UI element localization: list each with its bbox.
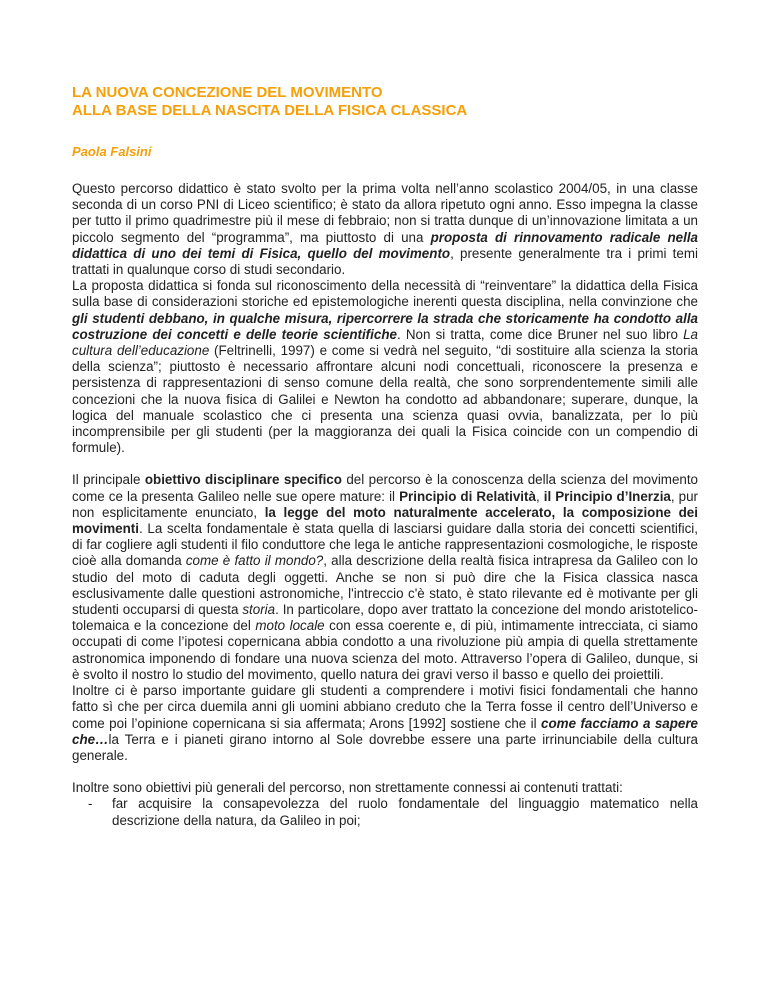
paragraph-arons: Inoltre ci è parso importante guidare gli studenti a comprendere i motivi fisici fondamentali che hanno fatto sì che per circa duemila anni gli uomini abbiano creduto che la Terra fosse il centro dell’Universo e come poi l’opinione copernicana si sia affermata; Arons [1992] sostiene che il come facciamo a sapere che…la Terra e i pianeti girano intorno al Sole dovrebbe essere una parte irrinunciabile della cultura generale. [72, 683, 699, 763]
paragraph-intro: Questo percorso didattico è stato svolto per la prima volta nell’anno scolastico 2004/05, in una classe seconda di un corso PNI di Liceo scientifico; è stato da allora ripetuto ogni anno. Esso impegna la classe per tutto il primo quadrimestre più il mese di febbraio; non si tratta dunque di un’innovazione limitata a un piccolo segmento del “programma”, ma piuttosto di una proposta di rinnovamento radicale nella didattica di uno dei temi di Fisica, quello del movimento, presente generalmente tra i primi temi trattati in qualunque corso di studi secondario. [72, 181, 698, 278]
objectives-list [72, 796, 698, 828]
author-name: Paola Falsini [72, 144, 152, 159]
paragraph-proposal: La proposta didattica si fonda sul riconoscimento della necessità di “reinventare” la didattica della Fisica sulla base di considerazioni storiche ed epistemologiche inerenti questa disciplina, nella convinzione che gli studenti debbano, in qualche misura, ripercorrere la strada che storicamente ha condotto alla costruzione dei concetti e delle teorie scientifiche. Non si tratta, come dice Bruner nel suo libro La cultura dell’educazione (Feltrinelli, 1997) e come si vedrà nel seguito, “di sostituire alla scienza la storia della scienza”; piuttosto è necessario affrontare alcuni nodi concettuali, riconoscere la presenza e persistenza di rappresentazioni di senso comune della realtà, che sono sorprendentemente simili alle concezioni che la nuova fisica di Galilei e Newton ha condotto ad abbandonare; superare, dunque, la logica del manuale scolastico che ci presenta una scienza quasi ovvia, banalizzata, per lo più incomprensibile per gli studenti (per la maggioranza dei quali la Fisica coincide con un compendio di formule). [72, 278, 699, 456]
paragraph-general-objectives: Inoltre sono obiettivi più generali del percorso, non strettamente connessi ai contenuti trattati: [72, 780, 623, 796]
document-page [72, 84, 698, 829]
title-line-2: ALLA BASE DELLA NASCITA DELLA FISICA CLASSICA [72, 102, 468, 119]
document-title [72, 84, 698, 120]
paragraph-objective: Il principale obiettivo disciplinare specifico del percorso è la conoscenza della scienza del movimento come ce la presenta Galileo nelle sue opere mature: il Principio di Relatività, il Principio d’Inerzia, pur non esplicitamente enunciato, la legge del moto naturalmente accelerato, la composizione dei movimenti. La scelta fondamentale è stata quella di lasciarsi guidare dalla storia dei concetti scientifici, di far cogliere agli studenti il filo conduttore che lega le antiche rappresentazioni cosmologiche, le risposte cioè alla domanda come è fatto il mondo?, alla descrizione della realtà fisica intrapresa da Galileo con lo studio del moto di caduta degli oggetti. Anche se non si può dire che la Fisica classica nasca esclusivamente dalle questioni astronomiche, l'intreccio c'è stato, è stato rilevante ed è motivante per gli studenti occuparsi di questa storia. In particolare, dopo aver trattato la concezione del mondo aristotelico-tolemaica e la concezione del moto locale con essa coerente e, di più, intimamente intrecciata, ci siamo occupati di come l’ipotesi copernicana abbia condotto a una rivoluzione più ampia di quella strettamente astronomica imponendo di fondare una nuova scienza del moto. Attraverso l’opera di Galileo, dunque, si è svolto il nostro lo studio del movimento, quello natura dei gravi verso il basso e quello dei proiettili. [72, 472, 699, 682]
title-line-1: LA NUOVA CONCEZIONE DEL MOVIMENTO [72, 84, 383, 101]
list-item: - far acquisire la consapevolezza del ruolo fondamentale del linguaggio matematico nella descrizione della natura, da Galileo in poi; [96, 796, 698, 828]
